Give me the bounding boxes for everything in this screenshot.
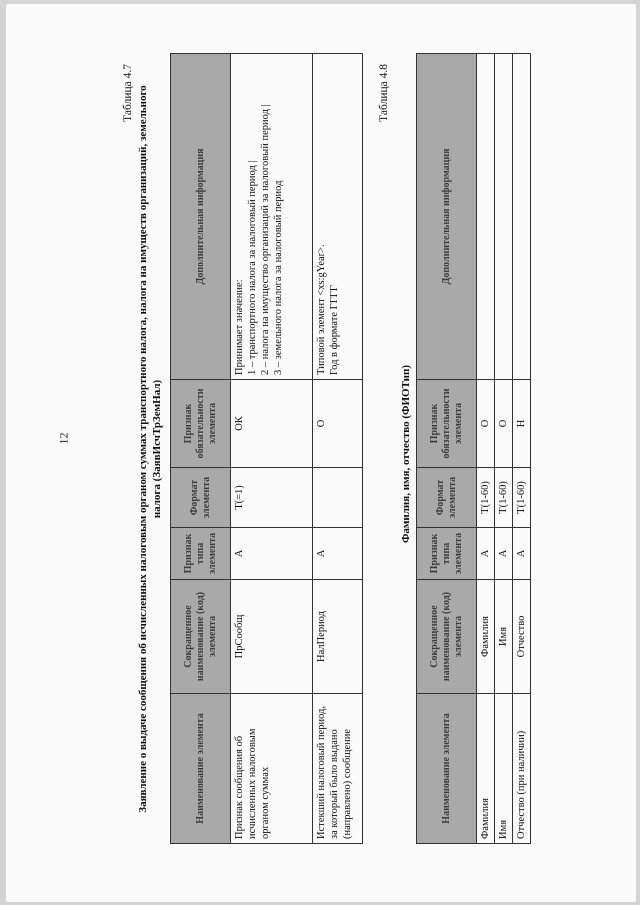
cell-info bbox=[477, 54, 495, 380]
cell-code: НалПериод bbox=[313, 580, 363, 694]
cell-info: Принимает значение: 1 – транспортного налога за налоговый период | 2 – налога на имущество организаций за налоговый период | 3 – земельного налога за налоговый период bbox=[231, 54, 313, 380]
table-header-row bbox=[417, 54, 477, 844]
cell-required: О bbox=[495, 380, 513, 468]
header-cell: Сокращенное наименование (код) элемента bbox=[417, 580, 477, 694]
table-4-7-caption: Заявление о выдаче сообщения об исчисленных налоговым органом суммах транспортного налога, налога на имуществ организаций, земельного налога (ЗаявИсчТрЗемНал) bbox=[137, 85, 163, 813]
table-row bbox=[513, 54, 531, 844]
cell-code: Отчество bbox=[513, 580, 531, 694]
header-cell: Дополнительная информация bbox=[171, 54, 231, 380]
cell-info bbox=[513, 54, 531, 380]
cell-name: Фамилия bbox=[477, 694, 495, 844]
table-row bbox=[313, 54, 363, 844]
cell-name: Истекший налоговый период, за который было выдано (направлено) сообщение bbox=[313, 694, 363, 844]
header-cell: Признак типа элемента bbox=[171, 528, 231, 580]
cell-format: T(1-60) bbox=[513, 468, 531, 528]
header-cell: Наименование элемента bbox=[417, 694, 477, 844]
cell-info bbox=[495, 54, 513, 380]
table-4-8 bbox=[416, 53, 531, 844]
table-row bbox=[231, 54, 313, 844]
cell-name: Имя bbox=[495, 694, 513, 844]
cell-format: T(1-60) bbox=[495, 468, 513, 528]
cell-required: О bbox=[313, 380, 363, 468]
header-cell: Формат элемента bbox=[171, 468, 231, 528]
header-cell: Признак типа элемента bbox=[417, 528, 477, 580]
cell-code: Фамилия bbox=[477, 580, 495, 694]
header-cell: Сокращенное наименование (код) элемента bbox=[171, 580, 231, 694]
cell-name: Признак сообщения об исчисленных налоговым органом суммах bbox=[231, 694, 313, 844]
cell-name: Отчество (при наличии) bbox=[513, 694, 531, 844]
table-4-7 bbox=[170, 53, 363, 844]
header-cell: Формат элемента bbox=[417, 468, 477, 528]
table-row bbox=[477, 54, 495, 844]
header-cell: Дополнительная информация bbox=[417, 54, 477, 380]
document-page bbox=[6, 4, 636, 902]
cell-required: Н bbox=[513, 380, 531, 468]
cell-type: А bbox=[477, 528, 495, 580]
table-4-8-label: Таблица 4.8 bbox=[378, 64, 390, 122]
header-cell: Признак обязательности элемента bbox=[171, 380, 231, 468]
header-cell: Наименование элемента bbox=[171, 694, 231, 844]
cell-type: А bbox=[495, 528, 513, 580]
table-4-8-caption: Фамилия, имя, отчество (ФИОТип) bbox=[400, 364, 412, 544]
cell-type: А bbox=[513, 528, 531, 580]
table-row bbox=[495, 54, 513, 844]
table-header-row bbox=[171, 54, 231, 844]
cell-code: Имя bbox=[495, 580, 513, 694]
cell-info: Типовой элемент <xs:gYear>. Год в формате ГГГГ bbox=[313, 54, 363, 380]
cell-format: Т(=1) bbox=[231, 468, 313, 528]
cell-type: А bbox=[231, 528, 313, 580]
cell-format: T(1-60) bbox=[477, 468, 495, 528]
cell-type: А bbox=[313, 528, 363, 580]
rotated-content bbox=[118, 54, 527, 844]
header-cell: Признак обязательности элемента bbox=[417, 380, 477, 468]
page-number: 12 bbox=[56, 432, 71, 445]
table-4-7-label: Таблица 4.7 bbox=[122, 64, 134, 122]
cell-required: ОК bbox=[231, 380, 313, 468]
cell-format bbox=[313, 468, 363, 528]
cell-required: О bbox=[477, 380, 495, 468]
cell-code: ПрСообщ bbox=[231, 580, 313, 694]
